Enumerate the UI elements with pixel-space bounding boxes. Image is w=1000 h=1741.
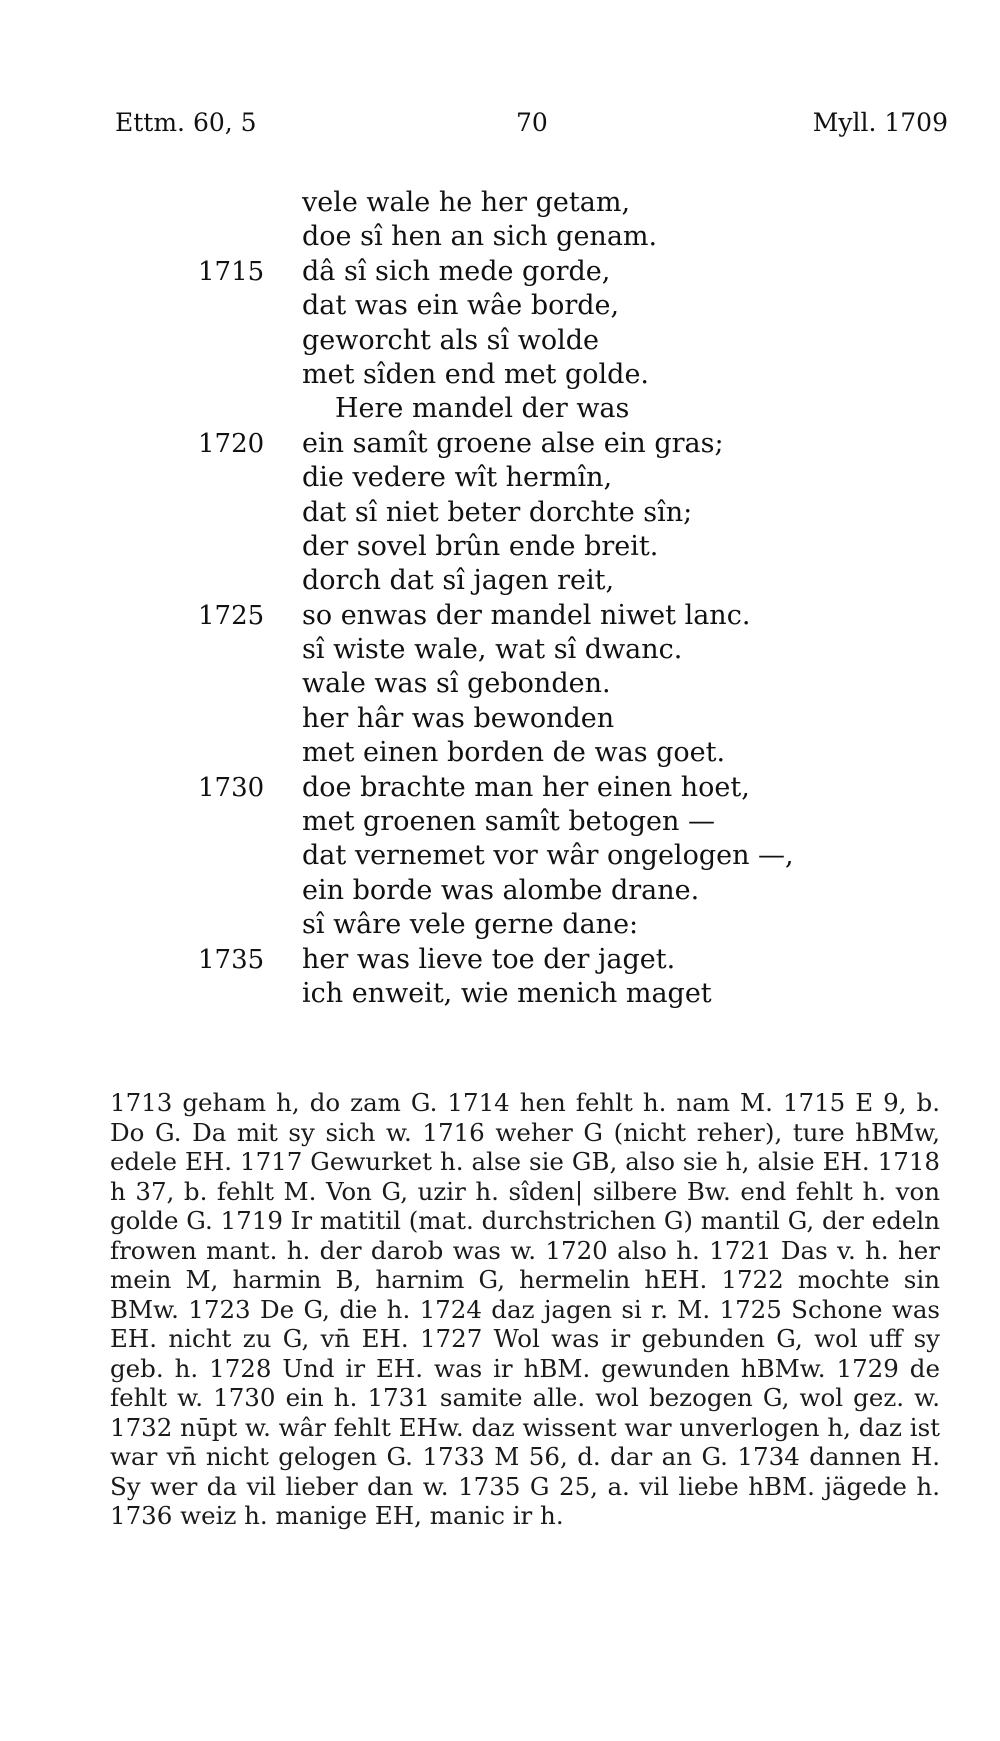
- verse-line: [0, 599, 1000, 633]
- verse-text: ich enweit, wie menich maget: [302, 977, 712, 1009]
- header-right-reference: Myll. 1709: [812, 108, 948, 137]
- verse-line: [0, 977, 1000, 1011]
- verse-text: dat sî niet beter dorchte sîn;: [302, 496, 693, 528]
- running-header: [0, 108, 1000, 148]
- verse-line: [0, 667, 1000, 701]
- verse-text: dorch dat sî jagen reit,: [302, 565, 615, 597]
- verse-text: vele wale he her getam,: [302, 187, 631, 218]
- verse-text: dat vernemet vor wâr ongelogen —,: [302, 840, 794, 872]
- verse-text: dâ sî sich mede gorde,: [302, 255, 611, 287]
- verse-text: met groenen samît betogen —: [302, 806, 716, 838]
- verse-line: [0, 564, 1000, 598]
- critical-apparatus: [110, 1088, 940, 1531]
- verse-text: dat was ein wâe borde,: [302, 290, 620, 322]
- apparatus-text: 1713 geham h, do zam G. 1714 hen fehlt h. nam M. 1715 E 9, b. Do G. Da mit sy sich w. 1716 weher G (nicht reher), ture hBMw, edele EH. 1717 Gewurket h. alse sie GB, also sie h, alsie EH. 1718 h 37, b. fehlt M. Von G, uzir h. sîden| silbere Bw. end fehlt h. von golde G. 1719 Ir matitil (mat. durchstrichen G) mantil G, der edeln frowen mant. h. der darob was w. 1720 also h. 1721 Das v. h. her mein M, harmin B, harnim G, hermelin hEH. 1722 mochte sin BMw. 1723 De G, die h. 1724 daz jagen si r. M. 1725 Schone was EH. nicht zu G, vn̄ EH. 1727 Wol was ir gebunden G, wol uff sy geb. h. 1728 Und ir EH. was ir hBM. gewunden hBMw. 1729 de fehlt w. 1730 ein h. 1731 samite alle. wol bezogen G, wol gez. w. 1732 nūpt w. wâr fehlt EHw. daz wissent war unverlogen h, daz ist war vn̄ nicht gelogen G. 1733 M 56, d. dar an G. 1734 dannen H. Sy wer da vil lieber dan w. 1735 G 25, a. vil liebe hBM. jägede h. 1736 weiz h. manige EH, manic ir h.: [110, 1088, 940, 1530]
- verse-line: [0, 839, 1000, 873]
- verse-text: Here mandel der was: [335, 393, 630, 425]
- verse-line: [0, 805, 1000, 839]
- verse-line: [0, 427, 1000, 461]
- verse-text: ein borde was alombe drane.: [302, 874, 700, 906]
- verse-line: [0, 186, 1000, 220]
- page-number: 70: [516, 108, 548, 137]
- verse-text: met sîden end met golde.: [302, 358, 650, 390]
- verse-line: [0, 461, 1000, 495]
- verse-line: [0, 633, 1000, 667]
- verse-line: [0, 255, 1000, 289]
- verse-text: sî wâre vele gerne dane:: [302, 909, 639, 941]
- verse-text: der sovel brûn ende breit.: [302, 530, 659, 562]
- verse-number: 1725: [198, 600, 265, 631]
- verse-number: 1720: [198, 428, 265, 459]
- verse-number: 1735: [198, 944, 265, 975]
- verse-text: wale was sî gebonden.: [302, 668, 611, 700]
- verse-text: her hâr was bewonden: [302, 702, 615, 734]
- verse-line: [0, 530, 1000, 564]
- verse-line: [0, 908, 1000, 942]
- header-left-reference: Ettm. 60, 5: [115, 108, 257, 137]
- verse-number: 1715: [198, 256, 265, 287]
- verse-line: [0, 496, 1000, 530]
- verse-line: [0, 736, 1000, 770]
- verse-text: ein samît groene alse ein gras;: [302, 427, 724, 459]
- verse-line: [0, 324, 1000, 358]
- verse-line: [0, 943, 1000, 977]
- verse-block: [0, 186, 1000, 1011]
- verse-text: doe brachte man her einen hoet,: [302, 771, 750, 803]
- verse-text: geworcht als sî wolde: [302, 324, 599, 356]
- verse-line: [0, 771, 1000, 805]
- verse-line: [0, 702, 1000, 736]
- verse-line: [0, 220, 1000, 254]
- verse-text: met einen borden de was goet.: [302, 737, 726, 769]
- verse-number: 1730: [198, 772, 265, 803]
- verse-line: [0, 392, 1000, 426]
- verse-text: her was lieve toe der jaget.: [302, 943, 676, 975]
- verse-text: so enwas der mandel niwet lanc.: [302, 599, 751, 631]
- verse-text: die vedere wît hermîn,: [302, 462, 613, 494]
- verse-line: [0, 289, 1000, 323]
- verse-text: doe sî hen an sich genam.: [302, 221, 658, 253]
- verse-text: sî wiste wale, wat sî dwanc.: [302, 634, 683, 666]
- verse-line: [0, 874, 1000, 908]
- verse-line: [0, 358, 1000, 392]
